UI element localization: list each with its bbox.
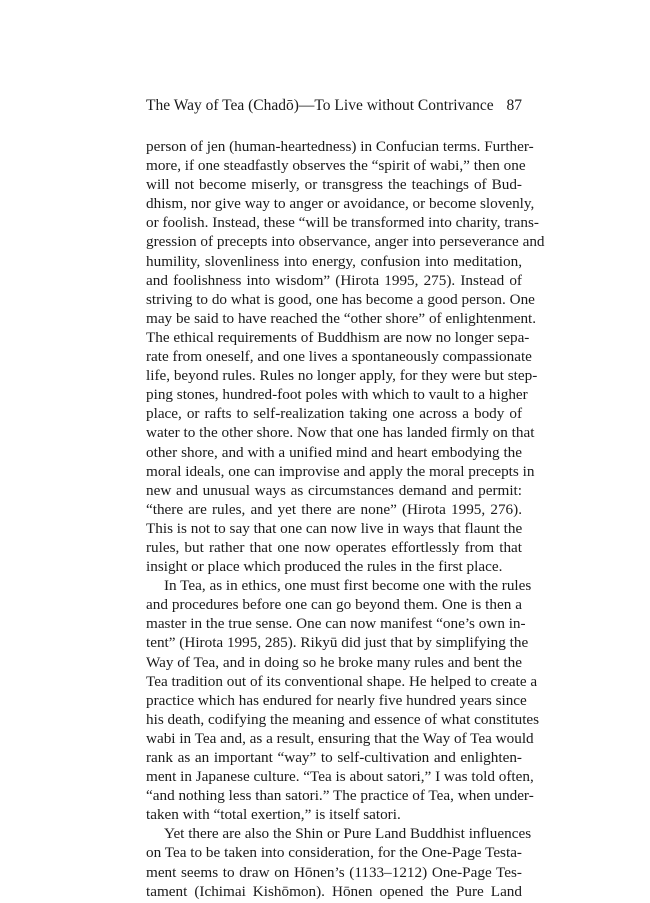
running-head bbox=[146, 97, 522, 115]
text-line: practice which has endured for nearly five hundred years since bbox=[146, 691, 527, 709]
text-line: life, beyond rules. Rules no longer apply, for they were but step- bbox=[146, 367, 538, 385]
text-line: Way of Tea, and in doing so he broke many rules and bent the bbox=[146, 653, 522, 671]
text-line: “there are rules, and yet there are none” (Hirota 1995, 276). bbox=[146, 500, 522, 518]
text-line: his death, codifying the meaning and essence of what constitutes bbox=[146, 710, 540, 728]
text-line: water to the other shore. Now that one has landed firmly on that bbox=[146, 424, 535, 442]
text-line: “and nothing less than satori.” The practice of Tea, when under- bbox=[146, 787, 534, 805]
text-line: rules, but rather that one now operates effortlessly from that bbox=[146, 538, 522, 556]
text-line: new and unusual ways as circumstances demand and permit: bbox=[146, 481, 522, 499]
text-line: In Tea, as in ethics, one must first become one with the rules bbox=[164, 577, 532, 595]
text-line: more, if one steadfastly observes the “spirit of wabi,” then one bbox=[146, 157, 526, 175]
text-line: and foolishness into wisdom” (Hirota 1995, 275). Instead of bbox=[146, 271, 522, 289]
text-line: and procedures before one can go beyond them. One is then a bbox=[146, 596, 522, 614]
text-line: person of jen (human-heartedness) in Confucian terms. Further- bbox=[146, 138, 534, 155]
text-line: taken with “total exertion,” is itself satori. bbox=[146, 806, 401, 824]
text-line: dhism, nor give way to anger or avoidance, or become slovenly, bbox=[146, 195, 535, 213]
text-line: tent” (Hirota 1995, 285). Rikyū did just that by simplifying the bbox=[146, 634, 529, 652]
text-line: rate from oneself, and one lives a spontaneously compassionate bbox=[146, 348, 532, 366]
book-page bbox=[146, 0, 545, 903]
text-line: moral ideals, one can improvise and apply the moral precepts in bbox=[146, 462, 535, 480]
text-line: Tea tradition out of its conventional shape. He helped to create a bbox=[146, 672, 538, 690]
text-line: gression of precepts into observance, anger into perseverance and bbox=[146, 233, 545, 251]
text-line: wabi in Tea and, as a result, ensuring that the Way of Tea would bbox=[146, 729, 534, 747]
text-line: The ethical requirements of Buddhism are now no longer sepa- bbox=[146, 328, 530, 346]
text-line: tament (Ichimai Kishōmon). Hōnen opened the Pure Land bbox=[146, 882, 522, 900]
text-line: striving to do what is good, one has become a good person. One bbox=[146, 290, 535, 308]
text-line: Yet there are also the Shin or Pure Land Buddhist influences bbox=[164, 825, 532, 843]
text-line: on Tea to be taken into consideration, for the One-Page Testa- bbox=[146, 844, 522, 862]
page-number: 87 bbox=[506, 97, 522, 114]
body-text bbox=[146, 137, 545, 901]
text-line: This is not to say that one can now live in ways that flaunt the bbox=[146, 519, 523, 537]
text-line: or foolish. Instead, these “will be transformed into charity, trans- bbox=[146, 214, 539, 232]
text-line: ping stones, hundred-foot poles with which to vault to a higher bbox=[146, 386, 528, 404]
text-line: humility, slovenliness into energy, confusion into meditation, bbox=[146, 252, 522, 270]
text-line: rank as an important “way” to self-cultivation and enlighten- bbox=[146, 749, 522, 766]
text-line: ment in Japanese culture. “Tea is about satori,” I was told often, bbox=[146, 768, 534, 786]
text-line: master in the true sense. One can now manifest “one’s own in- bbox=[146, 615, 526, 633]
text-line: will not become miserly, or transgress the teachings of Bud- bbox=[146, 176, 522, 194]
text-line: insight or place which produced the rules in the first place. bbox=[146, 558, 503, 576]
text-line: ment seems to draw on Hōnen’s (1133–1212) One-Page Tes- bbox=[146, 863, 522, 881]
text-line: other shore, and with a unified mind and heart embodying the bbox=[146, 443, 522, 461]
text-line: place, or rafts to self-realization taking one across a body of bbox=[146, 405, 522, 423]
text-line: may be said to have reached the “other shore” of enlightenment. bbox=[146, 309, 537, 327]
running-head-title: The Way of Tea (Chadō)—To Live without Contrivance bbox=[146, 97, 494, 114]
